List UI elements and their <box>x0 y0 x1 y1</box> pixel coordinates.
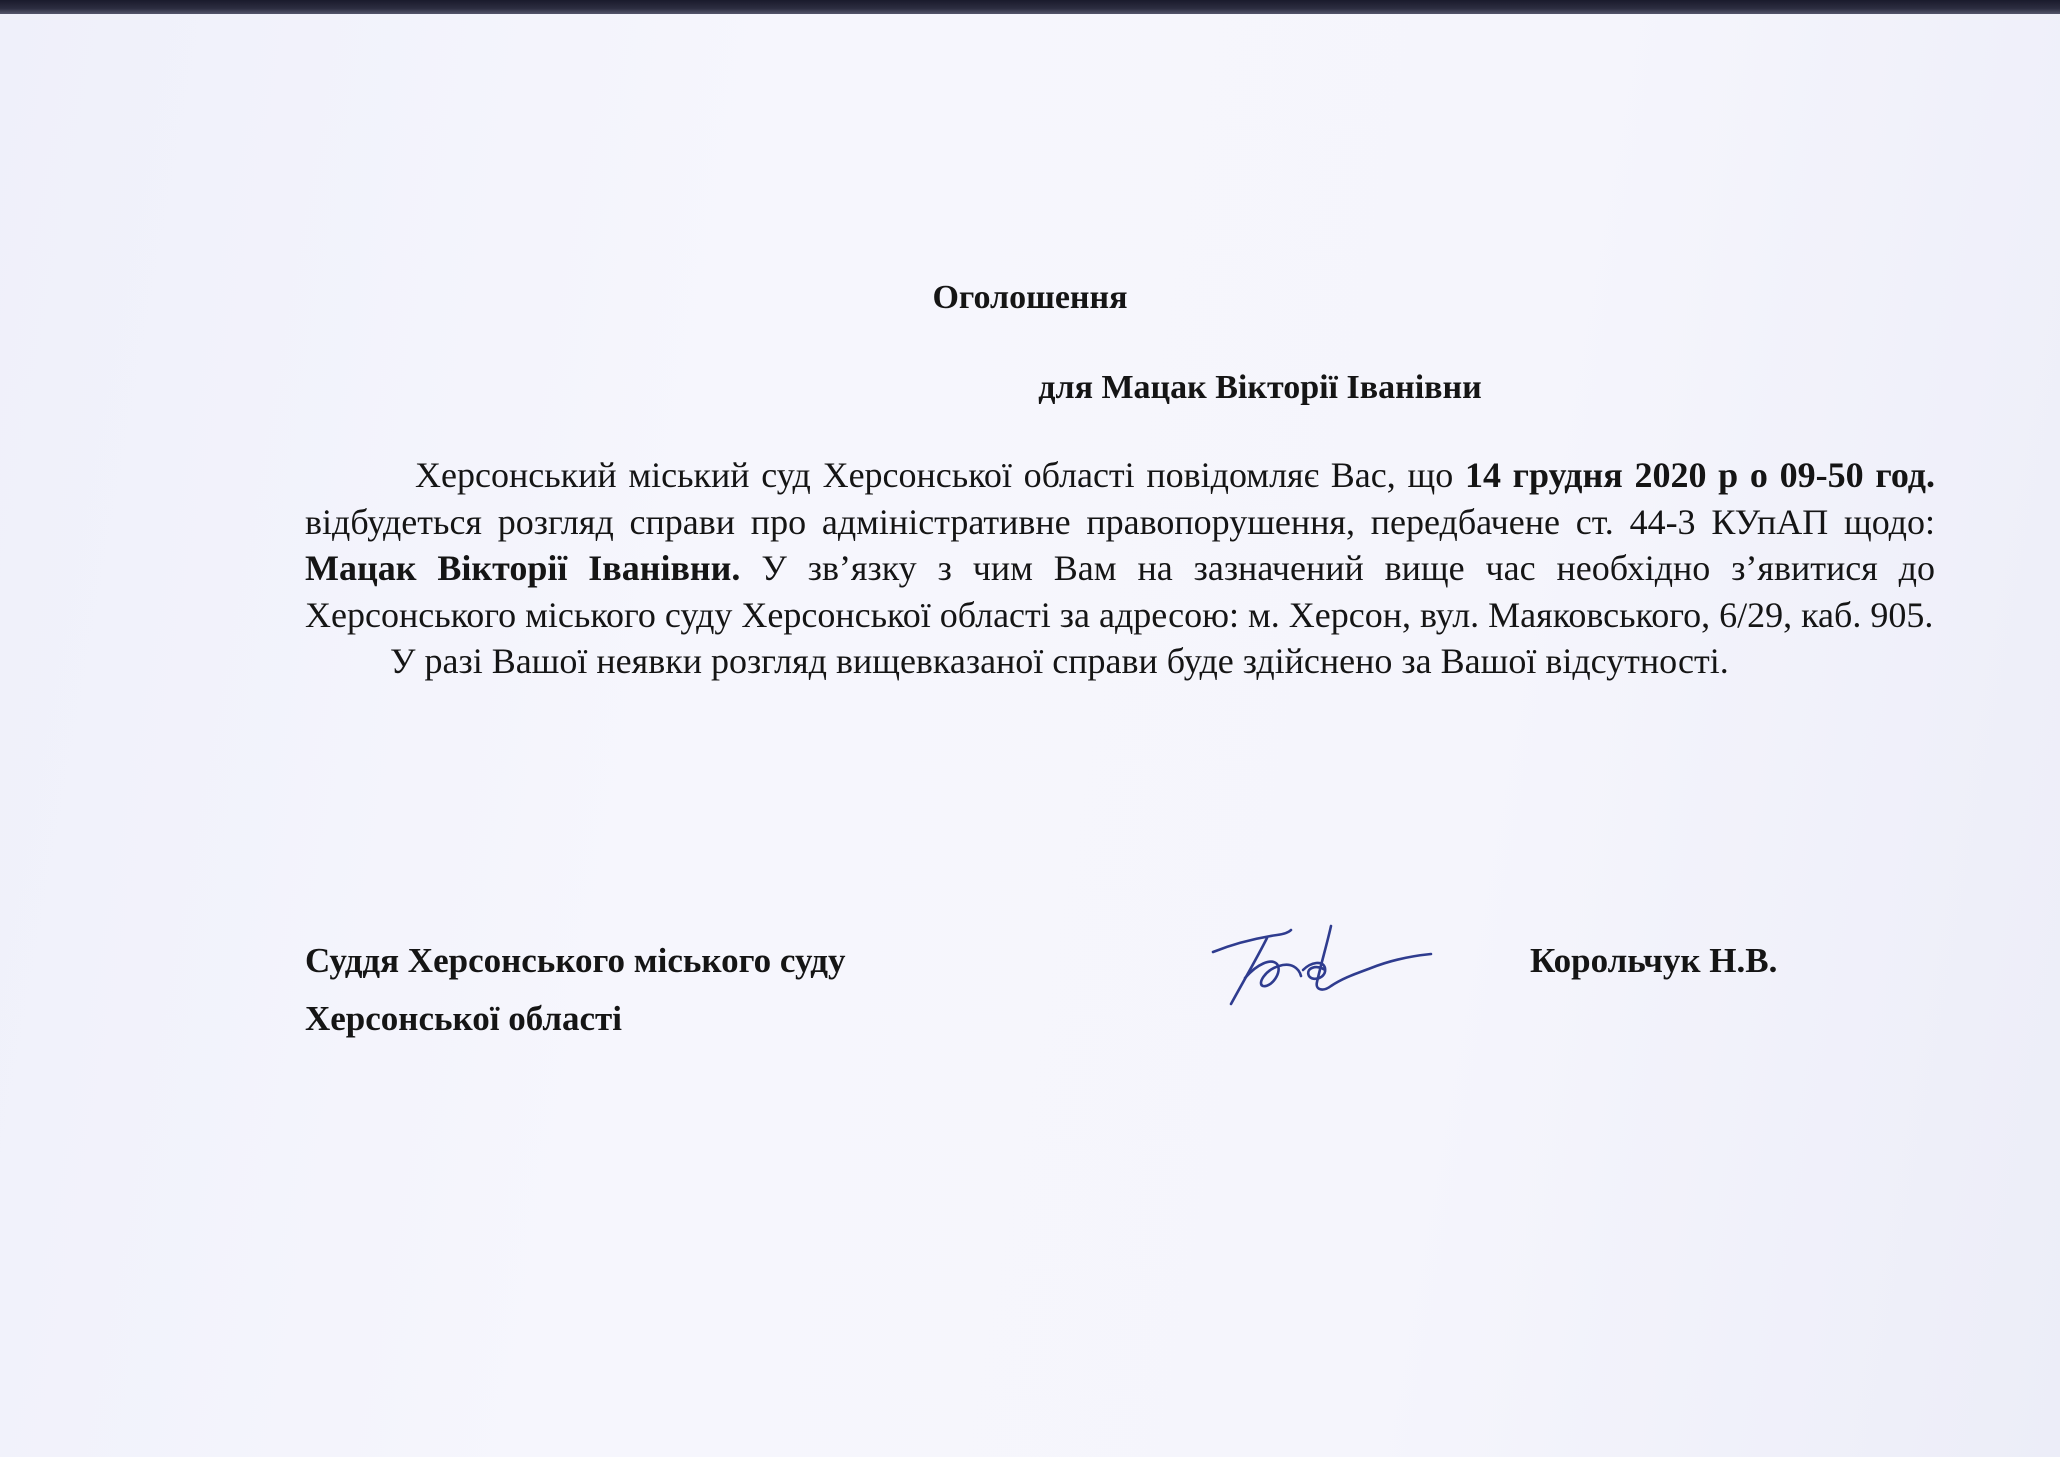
hearing-date-time: 14 грудня 2020 р о 09-50 год. <box>1464 455 1936 495</box>
notice-paragraph-2: У разі Вашої неявки розгляд вищевказаної справи буде здійснено за Вашої відсутності. <box>390 641 1729 681</box>
judge-title-line-2: Херсонської області <box>305 999 622 1038</box>
photo-top-edge <box>0 0 2060 14</box>
addressee-line: для Мацак Вікторії Іванівни <box>1038 369 1482 406</box>
notice-paragraph-1 <box>305 452 1935 638</box>
notice-body <box>305 452 1935 685</box>
paragraph-1-text-c: У зв’язку з чим Вам на зазначений вище час необхідно з’явитися до Херсонського міського суду Херсонської області за адресою: м. Херсон, вул. Маяковського, 6/29, каб. 905. <box>305 548 1935 635</box>
paragraph-1-text-b: відбудеться розгляд справи про адміністративне правопорушення, передбачене ст. 44-3 КУпАП щодо: <box>305 501 1935 542</box>
document-page <box>0 14 2060 1457</box>
judge-title <box>305 932 845 1048</box>
handwritten-signature <box>1205 920 1445 1015</box>
judge-title-line-1: Суддя Херсонського міського суду <box>305 941 846 980</box>
judge-name: Корольчук Н.В. <box>1530 941 1778 980</box>
document-title: Оголошення <box>932 279 1128 316</box>
defendant-name: Мацак Вікторії Іванівни. <box>305 548 741 588</box>
paragraph-1-text-a: Херсонський міський суд Херсонської області повідомляє Вас, що <box>415 455 1465 495</box>
